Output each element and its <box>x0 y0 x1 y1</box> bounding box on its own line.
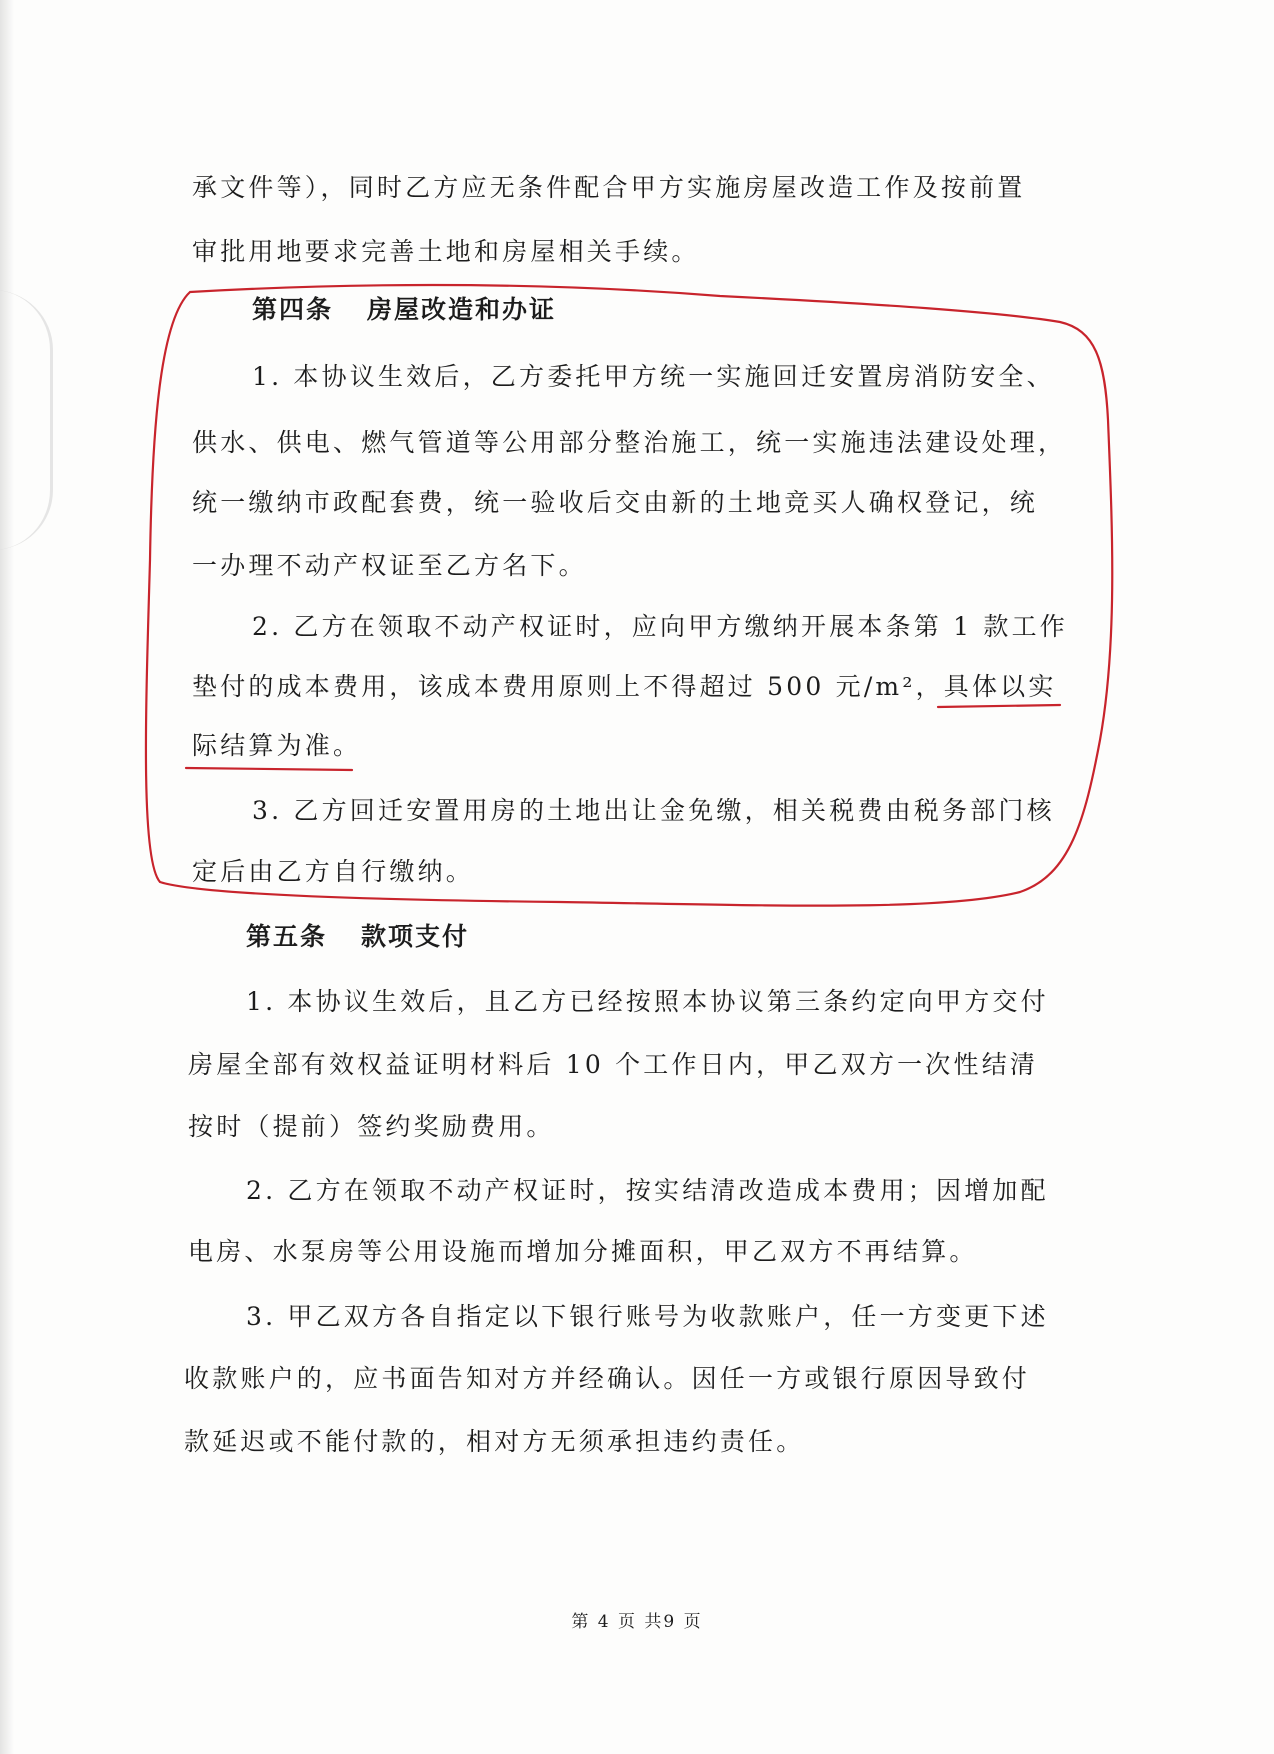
text-line: 收款账户的，应书面告知对方并经确认。因任一方或银行原因导致付 <box>184 1364 1031 1393</box>
text-line: 承文件等），同时乙方应无条件配合甲方实施房屋改造工作及按前置 <box>192 173 1026 202</box>
seal-edge-mark <box>0 290 53 550</box>
underline-mark <box>938 705 1060 707</box>
text-line: 2. 乙方在领取不动产权证时，按实结清改造成本费用；因增加配 <box>246 1176 1049 1205</box>
text-line: 供水、供电、燃气管道等公用部分整治施工，统一实施违法建设处理， <box>192 428 1067 457</box>
text-line: 1. 本协议生效后，且乙方已经按照本协议第三条约定向甲方交付 <box>246 987 1049 1016</box>
article-title: 款项支付 <box>361 922 470 951</box>
text-line: 垫付的成本费用，该成本费用原则上不得超过 500 元/m²，具体以实 <box>192 672 1057 701</box>
scan-edge-shadow <box>0 0 14 1754</box>
article-title: 房屋改造和办证 <box>367 295 557 324</box>
text-line: 房屋全部有效权益证明材料后 10 个工作日内，甲乙双方一次性结清 <box>188 1050 1039 1079</box>
article-number: 第四条 <box>252 295 334 324</box>
text-line: 款延迟或不能付款的，相对方无须承担违约责任。 <box>184 1427 805 1456</box>
text-line: 定后由乙方自行缴纳。 <box>192 857 475 886</box>
text-line: 审批用地要求完善土地和房屋相关手续。 <box>192 237 700 266</box>
underline-mark <box>186 768 352 770</box>
article-5-heading <box>246 922 469 952</box>
text-line: 统一缴纳市政配套费，统一验收后交由新的土地竞买人确权登记，统 <box>192 488 1039 517</box>
text-line: 际结算为准。 <box>192 731 362 760</box>
text-line: 按时（提前）签约奖励费用。 <box>188 1112 555 1141</box>
text-line: 一办理不动产权证至乙方名下。 <box>192 551 587 580</box>
text-line: 3. 甲乙双方各自指定以下银行账号为收款账户，任一方变更下述 <box>246 1302 1049 1331</box>
text-line: 1. 本协议生效后，乙方委托甲方统一实施回迁安置房消防安全、 <box>252 362 1055 391</box>
text-line: 3. 乙方回迁安置用房的土地出让金免缴，相关税费由税务部门核 <box>252 796 1055 825</box>
article-number: 第五条 <box>246 922 328 951</box>
text-line: 2. 乙方在领取不动产权证时，应向甲方缴纳开展本条第 1 款工作 <box>252 612 1069 641</box>
text-line: 电房、水泵房等公用设施而增加分摊面积，甲乙双方不再结算。 <box>188 1237 978 1266</box>
article-4-heading <box>252 295 556 325</box>
page-footer: 第 4 页 共9 页 <box>571 1612 703 1632</box>
